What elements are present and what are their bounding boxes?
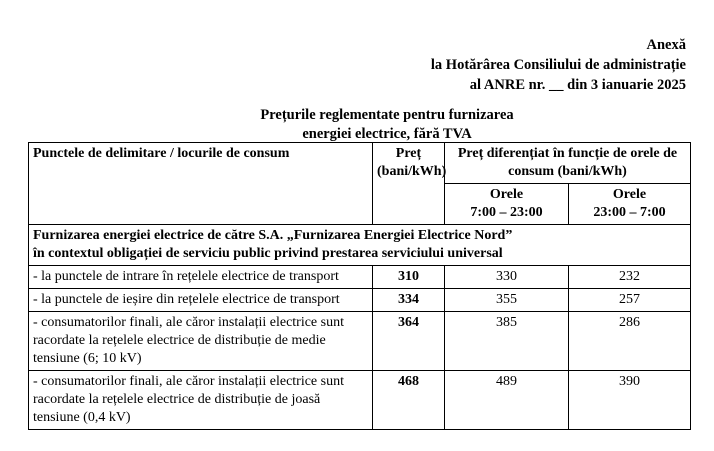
row-description: - la punctele de intrare în rețelele electrice de transport (29, 266, 373, 289)
table-row (29, 289, 691, 312)
section-heading-line-1: Furnizarea energiei electrice de către S.A. „Furnizarea Energiei Electrice Nord” (33, 228, 513, 243)
row-price-day: 385 (445, 312, 569, 371)
title-line-2: energiei electrice, fără TVA (302, 126, 472, 142)
section-heading (29, 225, 691, 266)
row-price: 334 (373, 289, 445, 312)
header-hours-day-range: 7:00 – 23:00 (470, 205, 543, 220)
header-price-unit: (bani/kWh) (377, 164, 447, 179)
annex-reference: al ANRE nr. __ din 3 ianuarie 2025 (469, 77, 686, 93)
row-price: 468 (373, 371, 445, 430)
table-row (29, 371, 691, 430)
section-row (29, 225, 691, 266)
header-hours-night-range: 23:00 – 7:00 (593, 205, 666, 220)
row-price-night: 286 (569, 312, 691, 371)
price-table (28, 142, 691, 430)
row-price-day: 355 (445, 289, 569, 312)
annex-label: Anexă (646, 37, 686, 53)
annex-header (356, 35, 686, 95)
header-hours-day (445, 184, 569, 225)
row-price-night: 390 (569, 371, 691, 430)
header-hours-night-label: Orele (612, 187, 647, 202)
header-hours-night (569, 184, 691, 225)
header-points: Punctele de delimitare / locurile de consum (29, 143, 373, 225)
row-description: - la punctele de ieșire din rețelele electrice de transport (29, 289, 373, 312)
header-diff-price: Preț diferențiat în funcție de orele de consum (bani/kWh) (445, 143, 691, 184)
row-price-night: 232 (569, 266, 691, 289)
row-price-night: 257 (569, 289, 691, 312)
row-price: 364 (373, 312, 445, 371)
table-header-row (29, 143, 691, 184)
row-description: - consumatorilor finali, ale căror instalații electrice sunt racordate la rețelele electrice de distribuție de medie tensiune (6; 10 kV) (29, 312, 373, 371)
section-heading-line-2: în contextul obligației de serviciu public privind prestarea serviciului universal (33, 246, 503, 261)
row-description: - consumatorilor finali, ale căror instalații electrice sunt racordate la rețelele electrice de distribuție de joasă tensiune (0,4 kV) (29, 371, 373, 430)
header-price-label: Preț (395, 146, 422, 161)
header-hours-day-label: Orele (489, 187, 524, 202)
row-price-day: 489 (445, 371, 569, 430)
row-price: 310 (373, 266, 445, 289)
title-line-1: Prețurile reglementate pentru furnizarea (260, 107, 514, 123)
annex-decision: la Hotărârea Consiliului de administrație (430, 57, 686, 73)
row-price-day: 330 (445, 266, 569, 289)
document-title (0, 106, 714, 144)
header-price (373, 143, 445, 225)
table-row (29, 266, 691, 289)
table-row (29, 312, 691, 371)
